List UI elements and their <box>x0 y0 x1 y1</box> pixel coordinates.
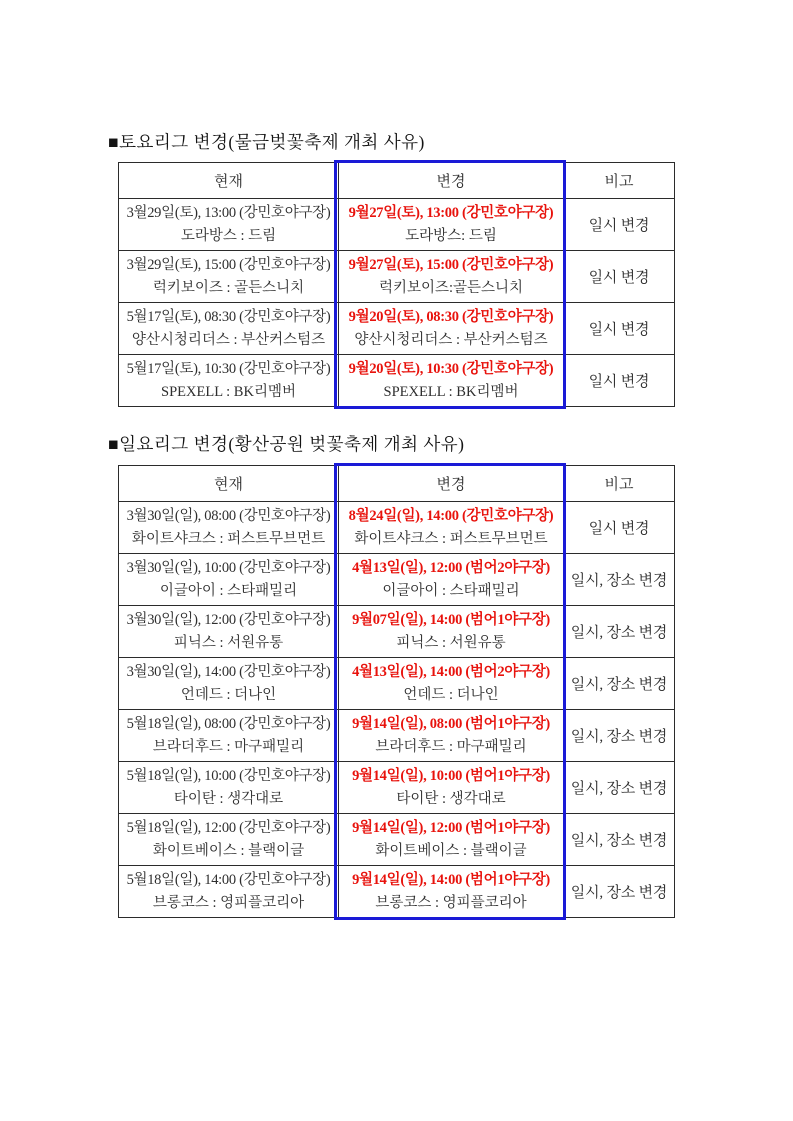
note-cell <box>564 710 675 762</box>
changed-cell <box>339 303 564 355</box>
changed-cell <box>339 762 564 814</box>
note-cell <box>564 199 675 251</box>
current-cell <box>119 303 339 355</box>
saturday-league-title: ■토요리그 변경(물금벚꽃축제 개최 사유) <box>108 132 425 152</box>
table-row <box>119 606 675 658</box>
changed-match: 도라방스: 드림 <box>405 227 497 244</box>
changed-cell <box>339 866 564 918</box>
changed-datetime: 4월13일(일), 14:00 (범어2야구장) <box>352 663 550 680</box>
col-header-current: 현재 <box>119 163 339 199</box>
current-datetime: 3월29일(토), 15:00 (강민호야구장) <box>126 256 331 273</box>
note-text: 일시, 장소 변경 <box>570 729 668 745</box>
table-row <box>119 251 675 303</box>
current-match: 양산시청리더스 : 부산커스텀즈 <box>131 331 326 348</box>
changed-match: 언데드 : 더나인 <box>403 686 499 703</box>
note-cell <box>564 814 675 866</box>
changed-match: 브라더후드 : 마구패밀리 <box>375 738 527 755</box>
table-row <box>119 762 675 814</box>
note-text: 일시, 장소 변경 <box>570 677 668 693</box>
table-row <box>119 199 675 251</box>
current-cell <box>119 814 339 866</box>
current-datetime: 5월18일(일), 10:00 (강민호야구장) <box>126 767 331 784</box>
table-row <box>119 866 675 918</box>
sunday-change-table-wrap <box>118 465 674 918</box>
changed-datetime: 4월13일(일), 12:00 (범어2야구장) <box>352 559 550 576</box>
note-text: 일시, 장소 변경 <box>570 885 668 901</box>
current-match: 이글아이 : 스타패밀리 <box>159 582 298 599</box>
changed-datetime: 9월27일(토), 15:00 (강민호야구장) <box>348 256 554 273</box>
changed-cell <box>339 658 564 710</box>
current-match: 브롱코스 : 영피플코리아 <box>152 894 305 911</box>
note-text: 일시 변경 <box>588 521 650 537</box>
current-match: 럭키보이즈 : 골든스니치 <box>152 279 305 296</box>
changed-match: 피닉스 : 서원유통 <box>396 634 506 651</box>
current-datetime: 3월30일(일), 12:00 (강민호야구장) <box>126 611 331 628</box>
current-cell <box>119 710 339 762</box>
current-datetime: 3월30일(일), 08:00 (강민호야구장) <box>126 507 331 524</box>
current-cell <box>119 199 339 251</box>
current-cell <box>119 554 339 606</box>
changed-cell <box>339 606 564 658</box>
note-text: 일시, 장소 변경 <box>570 625 668 641</box>
header-row <box>119 163 675 199</box>
current-cell <box>119 251 339 303</box>
current-datetime: 5월17일(토), 08:30 (강민호야구장) <box>126 308 331 325</box>
col-header-note: 비고 <box>564 163 675 199</box>
changed-match: 브롱코스 : 영피플코리아 <box>375 894 527 911</box>
note-cell <box>564 251 675 303</box>
current-cell <box>119 606 339 658</box>
note-text: 일시 변경 <box>588 322 650 338</box>
current-datetime: 5월18일(일), 14:00 (강민호야구장) <box>126 871 331 888</box>
changed-match: 타이탄 : 생각대로 <box>396 790 506 807</box>
changed-cell <box>339 554 564 606</box>
table-row <box>119 303 675 355</box>
changed-datetime: 9월27일(토), 13:00 (강민호야구장) <box>348 204 554 221</box>
changed-match: 화이트샤크스 : 퍼스트무브먼트 <box>354 530 548 547</box>
saturday-change-table-wrap <box>118 162 674 407</box>
changed-datetime: 9월07일(일), 14:00 (범어1야구장) <box>352 611 550 628</box>
table-row <box>119 658 675 710</box>
note-text: 일시 변경 <box>588 270 650 286</box>
changed-datetime: 9월20일(토), 08:30 (강민호야구장) <box>348 308 554 325</box>
current-match: SPEXELL : BK리멤버 <box>161 383 296 400</box>
current-datetime: 3월30일(일), 10:00 (강민호야구장) <box>126 559 331 576</box>
current-datetime: 5월18일(일), 12:00 (강민호야구장) <box>126 819 331 836</box>
changed-match: 화이트베이스 : 블랙이글 <box>375 842 527 859</box>
note-text: 일시, 장소 변경 <box>570 833 668 849</box>
note-cell <box>564 554 675 606</box>
changed-cell <box>339 502 564 554</box>
note-text: 일시, 장소 변경 <box>570 573 668 589</box>
note-cell <box>564 866 675 918</box>
current-cell <box>119 502 339 554</box>
table-row <box>119 355 675 407</box>
changed-datetime: 8월24일(일), 14:00 (강민호야구장) <box>348 507 554 524</box>
current-match: 타이탄 : 생각대로 <box>173 790 284 807</box>
current-match: 브라더후드 : 마구패밀리 <box>152 738 305 755</box>
current-match: 피닉스 : 서원유통 <box>173 634 284 651</box>
current-cell <box>119 866 339 918</box>
note-cell <box>564 303 675 355</box>
note-text: 일시 변경 <box>588 218 650 234</box>
changed-cell <box>339 355 564 407</box>
changed-cell <box>339 814 564 866</box>
changed-match: SPEXELL : BK리멤버 <box>383 383 519 400</box>
table-row <box>119 502 675 554</box>
current-match: 언데드 : 더나인 <box>180 686 277 703</box>
changed-match: 양산시청리더스 : 부산커스텀즈 <box>354 331 548 348</box>
current-match: 화이트베이스 : 블랙이글 <box>152 842 305 859</box>
current-cell <box>119 762 339 814</box>
sunday-change-table <box>118 465 675 918</box>
note-cell <box>564 502 675 554</box>
sunday-league-title: ■일요리그 변경(황산공원 벚꽃축제 개최 사유) <box>108 434 465 454</box>
changed-datetime: 9월14일(일), 14:00 (범어1야구장) <box>352 871 550 888</box>
col-header-current: 현재 <box>119 466 339 502</box>
changed-datetime: 9월14일(일), 08:00 (범어1야구장) <box>352 715 550 732</box>
changed-cell <box>339 199 564 251</box>
note-text: 일시, 장소 변경 <box>570 781 668 797</box>
changed-datetime: 9월14일(일), 10:00 (범어1야구장) <box>352 767 550 784</box>
changed-match: 이글아이 : 스타패밀리 <box>382 582 520 599</box>
note-cell <box>564 606 675 658</box>
current-match: 화이트샤크스 : 퍼스트무브먼트 <box>131 530 326 547</box>
current-datetime: 5월18일(일), 08:00 (강민호야구장) <box>126 715 331 732</box>
col-header-note: 비고 <box>564 466 675 502</box>
current-datetime: 5월17일(토), 10:30 (강민호야구장) <box>126 360 331 377</box>
note-cell <box>564 762 675 814</box>
current-cell <box>119 658 339 710</box>
col-header-changed: 변경 <box>339 466 564 502</box>
header-row <box>119 466 675 502</box>
current-match: 도라방스 : 드림 <box>180 227 277 244</box>
current-cell <box>119 355 339 407</box>
table-row <box>119 814 675 866</box>
note-text: 일시 변경 <box>588 374 650 390</box>
col-header-changed: 변경 <box>339 163 564 199</box>
changed-datetime: 9월20일(토), 10:30 (강민호야구장) <box>348 360 554 377</box>
saturday-change-table <box>118 162 675 407</box>
changed-cell <box>339 251 564 303</box>
note-cell <box>564 658 675 710</box>
note-cell <box>564 355 675 407</box>
table-row <box>119 710 675 762</box>
changed-datetime: 9월14일(일), 12:00 (범어1야구장) <box>352 819 550 836</box>
current-datetime: 3월29일(토), 13:00 (강민호야구장) <box>126 204 331 221</box>
table-row <box>119 554 675 606</box>
current-datetime: 3월30일(일), 14:00 (강민호야구장) <box>126 663 331 680</box>
changed-match: 럭키보이즈:골든스니치 <box>378 279 524 296</box>
changed-cell <box>339 710 564 762</box>
